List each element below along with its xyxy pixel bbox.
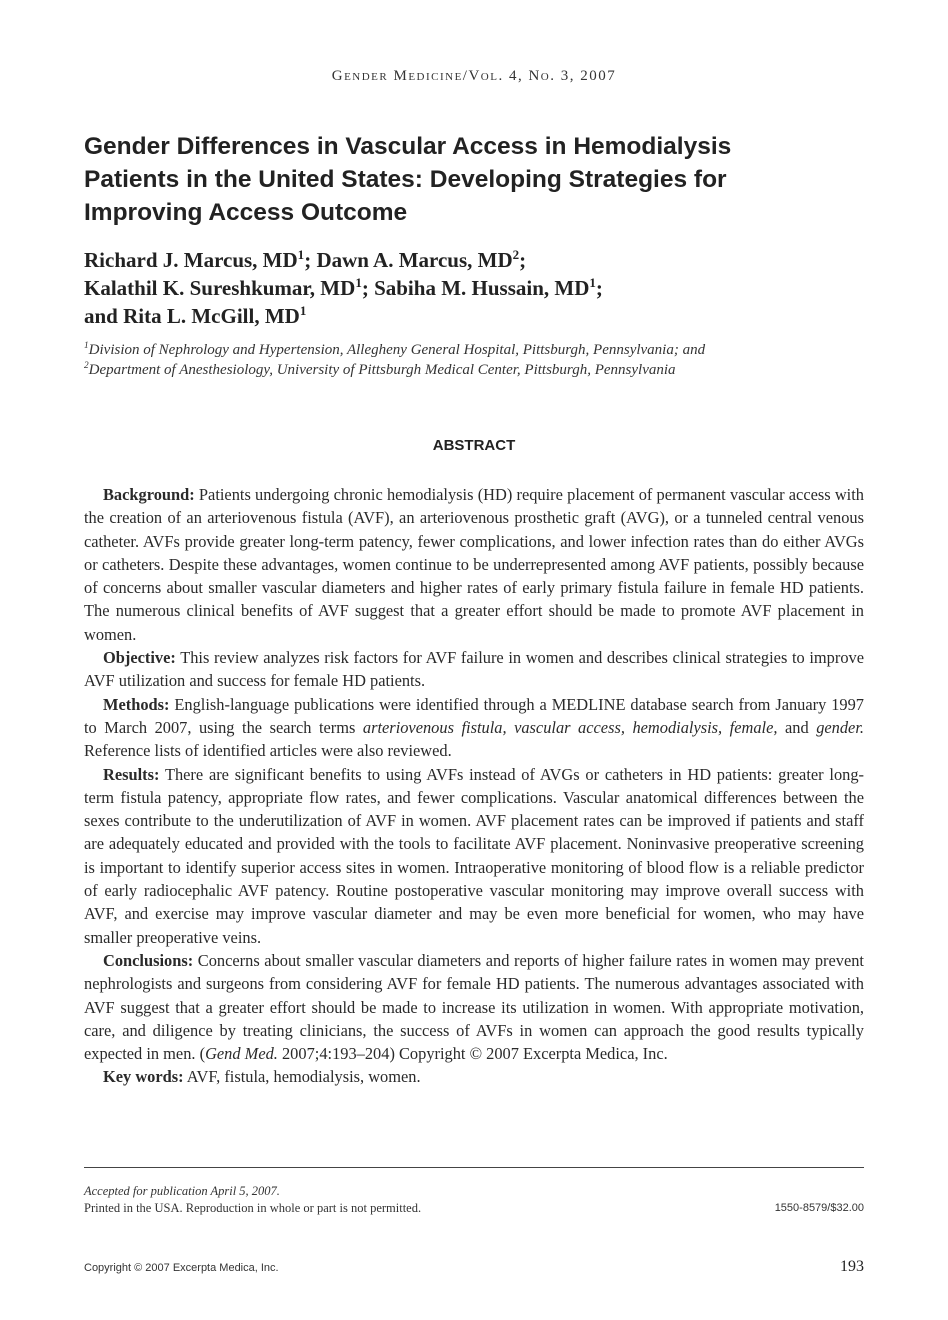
affiliation-marker: 2 <box>84 361 89 371</box>
abstract-conclusions <box>84 949 864 1065</box>
search-terms: gender. <box>816 717 864 737</box>
section-label: Results: <box>103 764 160 784</box>
title-line: Gender Differences in Vascular Access in Hemodialysis <box>84 133 732 160</box>
abstract-background <box>84 483 864 646</box>
abstract-heading: ABSTRACT <box>432 437 516 454</box>
keywords-text: AVF, fistula, hemodialysis, women. <box>186 1067 421 1087</box>
author-line <box>84 274 864 302</box>
author-name: Richard J. Marcus, MD <box>84 248 298 272</box>
section-label: Objective: <box>103 648 176 668</box>
section-label: Key words: <box>103 1067 184 1087</box>
author-name: Dawn A. Marcus, MD <box>316 248 513 272</box>
citation-text: 2007;4:193–204) Copyright © 2007 Excerpta Medica, Inc. <box>277 1044 668 1064</box>
footer-copyright: Copyright © 2007 Excerpta Medica, Inc. <box>84 1262 279 1274</box>
author-separator: ; <box>519 248 527 272</box>
section-text: English-language publications were identified through a MEDLINE database search from January 1997 to March 2007, using the search terms <box>84 694 864 737</box>
printed-row <box>84 1200 864 1217</box>
printed-notice: Printed in the USA. Reproduction in whole or part is not permitted. <box>84 1201 422 1215</box>
affiliation-marker: 2 <box>512 247 520 262</box>
footnotes <box>84 1183 864 1217</box>
abstract-body <box>84 483 864 1089</box>
footnote-divider <box>84 1167 864 1168</box>
abstract-objective <box>84 646 864 693</box>
affiliation-line <box>84 340 874 360</box>
title-line: Patients in the United States: Developing Strategies for <box>84 166 727 193</box>
author-separator: ; <box>304 248 317 272</box>
affiliation-line <box>84 360 874 380</box>
abstract-results <box>84 763 864 949</box>
citation-journal: Gend Med. <box>205 1044 278 1064</box>
section-label: Methods: <box>103 694 170 714</box>
section-text: Concerns about smaller vascular diameters and reports of higher failure rates in women may prevent nephrologists and surgeons from considering AVF for female HD patients. The numerous advantages associated with AVF suggest that a greater effort should be made to increase its utilization in women. With appropriate motivation, care, and diligence by treating clinicians, the success of AVFs in women can approach the good results typically expected in men. ( <box>84 950 864 1064</box>
author-name: and Rita L. McGill, MD <box>84 304 300 328</box>
section-text: There are significant benefits to using AVFs instead of AVGs or catheters in HD patients: greater long-term fistula patency, appropriate flow rates, and fewer complications. Vascular anatomical differences between the sexes contribute to the underutilization of AVF in women. AVF placement rates can be improved if patients and staff are adequately educated and provided with the tools to facilitate AVF placement. Noninvasive preoperative screening is important to identify superior access sites in women. Intraoperative monitoring of blood flow is a reliable predictor of early radiocephalic AVF patency. Routine postoperative vascular monitoring may improve overall success with AVF, and exercise may improve vascular diameter and may be even more beneficial for women, who may have smaller preoperative veins. <box>84 764 864 947</box>
abstract-keywords <box>84 1065 864 1088</box>
page-number: 193 <box>840 1258 864 1275</box>
author-name: Sabiha M. Hussain, MD <box>374 276 590 300</box>
abstract-methods <box>84 693 864 763</box>
affiliation-text: Division of Nephrology and Hypertension, Allegheny General Hospital, Pittsburgh, Pennsylvania; and <box>88 342 706 358</box>
accepted-date: Accepted for publication April 5, 2007. <box>84 1184 280 1198</box>
author-separator: ; <box>595 276 603 300</box>
affiliation-marker: 1 <box>589 275 596 290</box>
title-line: Improving Access Outcome <box>84 199 408 226</box>
author-separator: ; <box>361 276 375 300</box>
article-title <box>84 130 844 229</box>
section-text: Reference lists of identified articles were also reviewed. <box>84 741 452 761</box>
affiliation-marker: 1 <box>84 341 89 351</box>
affiliation-text: Department of Anesthesiology, University of Pittsburgh Medical Center, Pittsburgh, Pennsylvania <box>88 362 676 378</box>
author-line <box>84 246 864 274</box>
author-line <box>84 302 864 330</box>
affiliation-marker: 1 <box>299 303 307 318</box>
section-label: Conclusions: <box>103 950 194 970</box>
affiliation-marker: 1 <box>297 247 305 262</box>
search-terms: arteriovenous fistula, vascular access, hemodialysis, female, <box>362 717 778 737</box>
author-name: Kalathil K. Sureshkumar, MD <box>84 276 356 300</box>
section-text: This review analyzes risk factors for AVF failure in women and describes clinical strategies to improve AVF utilization and success for female HD patients. <box>84 648 864 691</box>
section-label: Background: <box>103 485 195 504</box>
author-list <box>84 246 864 330</box>
affiliation-marker: 1 <box>355 275 362 290</box>
section-text: and <box>784 717 809 737</box>
affiliations <box>84 340 874 380</box>
running-head: Gender Medicine/Vol. 4, No. 3, 2007 <box>331 68 617 84</box>
section-text: Patients undergoing chronic hemodialysis (HD) require placement of permanent vascular access with the creation of an arteriovenous fistula (AVF), an arteriovenous prosthetic graft (AVG), or a tunneled central venous catheter. AVFs provide greater long-term patency, fewer complications, and lower infection rates than do either AVGs or catheters. Despite these advantages, women continue to be underrepresented among AVF patients, possibly because of concerns about smaller vascular diameters and higher rates of early primary fistula failure in female HD patients. The numerous clinical benefits of AVF suggest that a greater effort should be made to promote AVF placement in women. <box>84 485 864 644</box>
issn-price: 1550-8579/$32.00 <box>774 1202 864 1214</box>
